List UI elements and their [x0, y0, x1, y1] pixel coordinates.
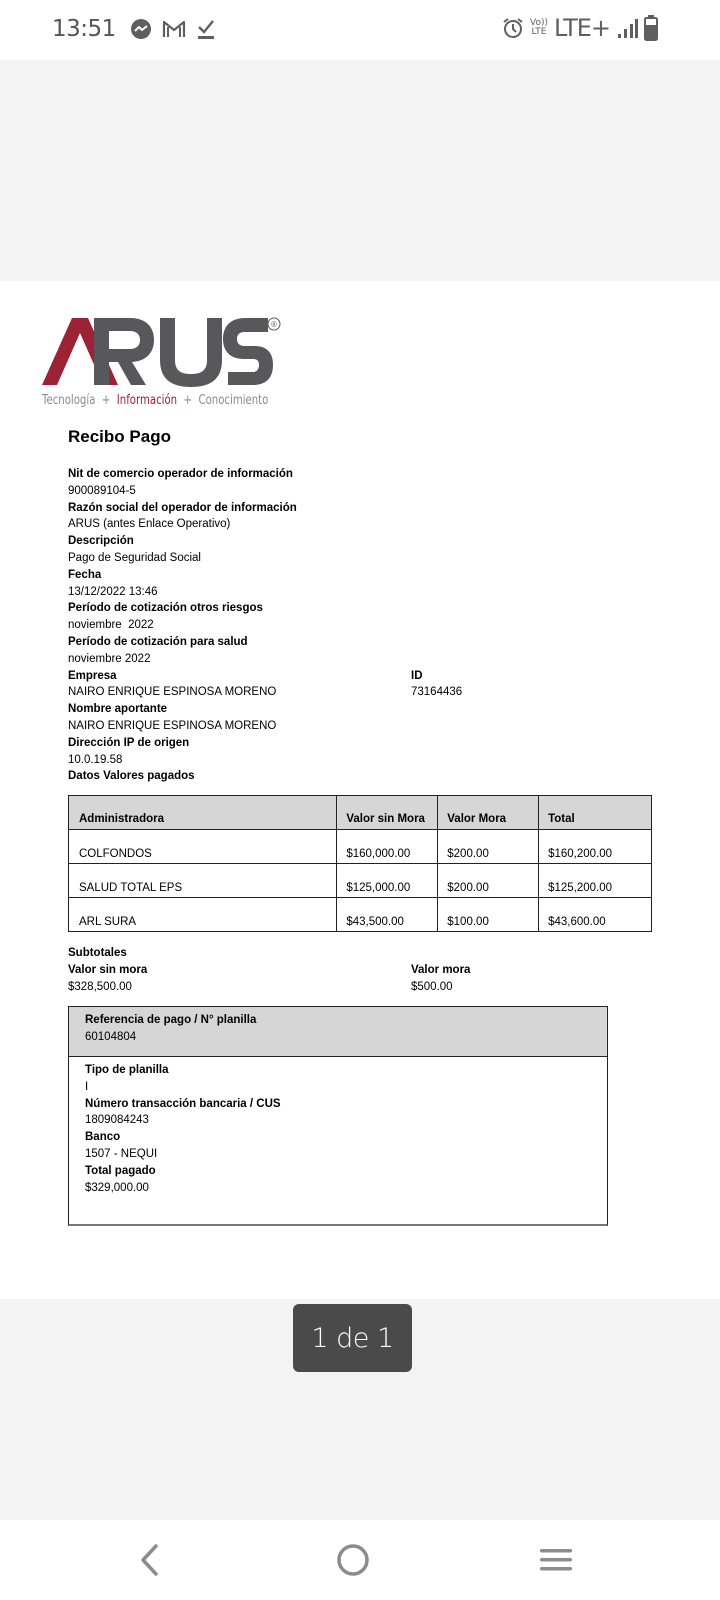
- gmail-icon: [162, 18, 186, 40]
- field-label: Período de cotización para salud: [68, 635, 248, 648]
- field-value: 13/12/2022 13:46: [68, 585, 158, 598]
- tagline-right: Conocimiento: [198, 393, 269, 408]
- reference-box: [68, 1006, 608, 1226]
- cell-total: $43,600.00: [539, 898, 652, 932]
- detail-label: Número transacción bancaria / CUS: [85, 1097, 281, 1110]
- page-indicator: 1 de 1: [293, 1304, 412, 1372]
- receipt-fields: [68, 466, 668, 785]
- tagline-sep-2: +: [183, 393, 193, 408]
- download-done-icon: [196, 18, 216, 40]
- volte-top: Vo)): [530, 18, 548, 28]
- field-label: Fecha: [68, 568, 102, 581]
- volte-icon: [530, 19, 548, 37]
- id-value: 73164436: [411, 686, 463, 699]
- field-label: Nit de comercio operador de información: [68, 468, 293, 480]
- empresa-label: Empresa: [68, 669, 117, 682]
- navigation-bar: [0, 1520, 720, 1600]
- detail-value: $329,000.00: [85, 1181, 149, 1194]
- cell-valor-mora: $100.00: [438, 898, 539, 932]
- table-row: [69, 898, 652, 932]
- detail-value: I: [85, 1080, 89, 1093]
- home-button[interactable]: [331, 1538, 375, 1582]
- messenger-icon: [130, 18, 152, 40]
- cell-administradora: SALUD TOTAL EPS: [69, 864, 337, 898]
- field-value: noviembre 2022: [68, 652, 151, 665]
- field-value: noviembre 2022: [68, 619, 154, 632]
- field-label: Descripción: [68, 535, 134, 548]
- cell-valor-mora: $200.00: [438, 864, 539, 898]
- detail-label: Total pagado: [85, 1164, 156, 1177]
- tagline-mid: Información: [116, 393, 178, 408]
- empresa-value: NAIRO ENRIQUE ESPINOSA MORENO: [68, 686, 277, 699]
- cell-administradora: ARL SURA: [69, 898, 337, 932]
- pdf-page: [0, 281, 720, 1299]
- subtotals: [68, 945, 668, 995]
- reference-header: [69, 1007, 607, 1057]
- cell-administradora: COLFONDOS: [69, 830, 337, 864]
- cell-valor-mora: $200.00: [438, 830, 539, 864]
- field-label: Período de cotización otros riesgos: [68, 602, 263, 615]
- status-bar: [0, 0, 720, 60]
- back-icon: [138, 1543, 162, 1577]
- referencia-label: Referencia de pago / N° planilla: [85, 1014, 257, 1026]
- cell-total: $125,200.00: [539, 864, 652, 898]
- table-row: [69, 864, 652, 898]
- field-value: 900089104-5: [68, 484, 136, 497]
- recents-button[interactable]: [534, 1538, 578, 1582]
- pdf-viewer[interactable]: [0, 60, 720, 1520]
- col-header: Administradora: [69, 796, 337, 830]
- sin-mora-label: Valor sin mora: [68, 963, 148, 976]
- subtotales-label: Subtotales: [68, 947, 127, 959]
- payments-table: [68, 795, 652, 932]
- cell-valor-sin-mora: $125,000.00: [337, 864, 438, 898]
- mora-block: [411, 962, 470, 996]
- col-header: Valor sin Mora: [337, 796, 438, 830]
- sin-mora-value: $328,500.00: [68, 980, 132, 993]
- referencia-value: 60104804: [85, 1030, 137, 1043]
- tagline-left: Tecnología: [42, 393, 96, 408]
- logo-tagline: [42, 393, 268, 408]
- tagline-sep-1: +: [101, 393, 111, 408]
- mora-value: $500.00: [411, 980, 453, 993]
- ip-value: 10.0.19.58: [68, 753, 123, 766]
- battery-icon: [644, 15, 658, 41]
- col-header: Valor Mora: [438, 796, 539, 830]
- cell-valor-sin-mora: $43,500.00: [337, 898, 438, 932]
- cell-total: $160,200.00: [539, 830, 652, 864]
- subtotals-row: [68, 962, 668, 996]
- datos-label: Datos Valores pagados: [68, 770, 195, 783]
- aportante-label: Nombre aportante: [68, 703, 168, 716]
- reference-details: [69, 1057, 607, 1201]
- aportante-value: NAIRO ENRIQUE ESPINOSA MORENO: [68, 719, 277, 732]
- detail-label: Banco: [85, 1131, 121, 1144]
- network-type: LTE+: [554, 14, 610, 42]
- cell-valor-sin-mora: $160,000.00: [337, 830, 438, 864]
- signal-icon: [616, 17, 638, 39]
- empresa-id-row: [68, 668, 668, 702]
- registered-mark: ®: [271, 320, 277, 329]
- status-right: [502, 14, 658, 42]
- document-title: Recibo Pago: [68, 427, 171, 446]
- ip-label: Dirección IP de origen: [68, 736, 190, 749]
- home-icon: [336, 1543, 370, 1577]
- table-header-row: [69, 796, 652, 830]
- field-label: Razón social del operador de información: [68, 501, 297, 514]
- alarm-icon: [502, 17, 524, 39]
- field-value: ARUS (antes Enlace Operativo): [68, 518, 231, 531]
- field-value: Pago de Seguridad Social: [68, 551, 201, 564]
- detail-label: Tipo de planilla: [85, 1064, 169, 1076]
- recents-icon: [539, 1546, 573, 1574]
- mora-label: Valor mora: [411, 963, 471, 976]
- back-button[interactable]: [128, 1538, 172, 1582]
- arus-logo: [42, 315, 292, 405]
- detail-value: 1507 - NEQUI: [85, 1147, 158, 1160]
- table-row: [69, 830, 652, 864]
- volte-bottom: LTE: [531, 27, 547, 37]
- col-header: Total: [539, 796, 652, 830]
- status-time: 13:51: [52, 16, 116, 42]
- id-label: ID: [411, 669, 423, 682]
- detail-value: 1809084243: [85, 1114, 149, 1127]
- id-block: [411, 668, 462, 702]
